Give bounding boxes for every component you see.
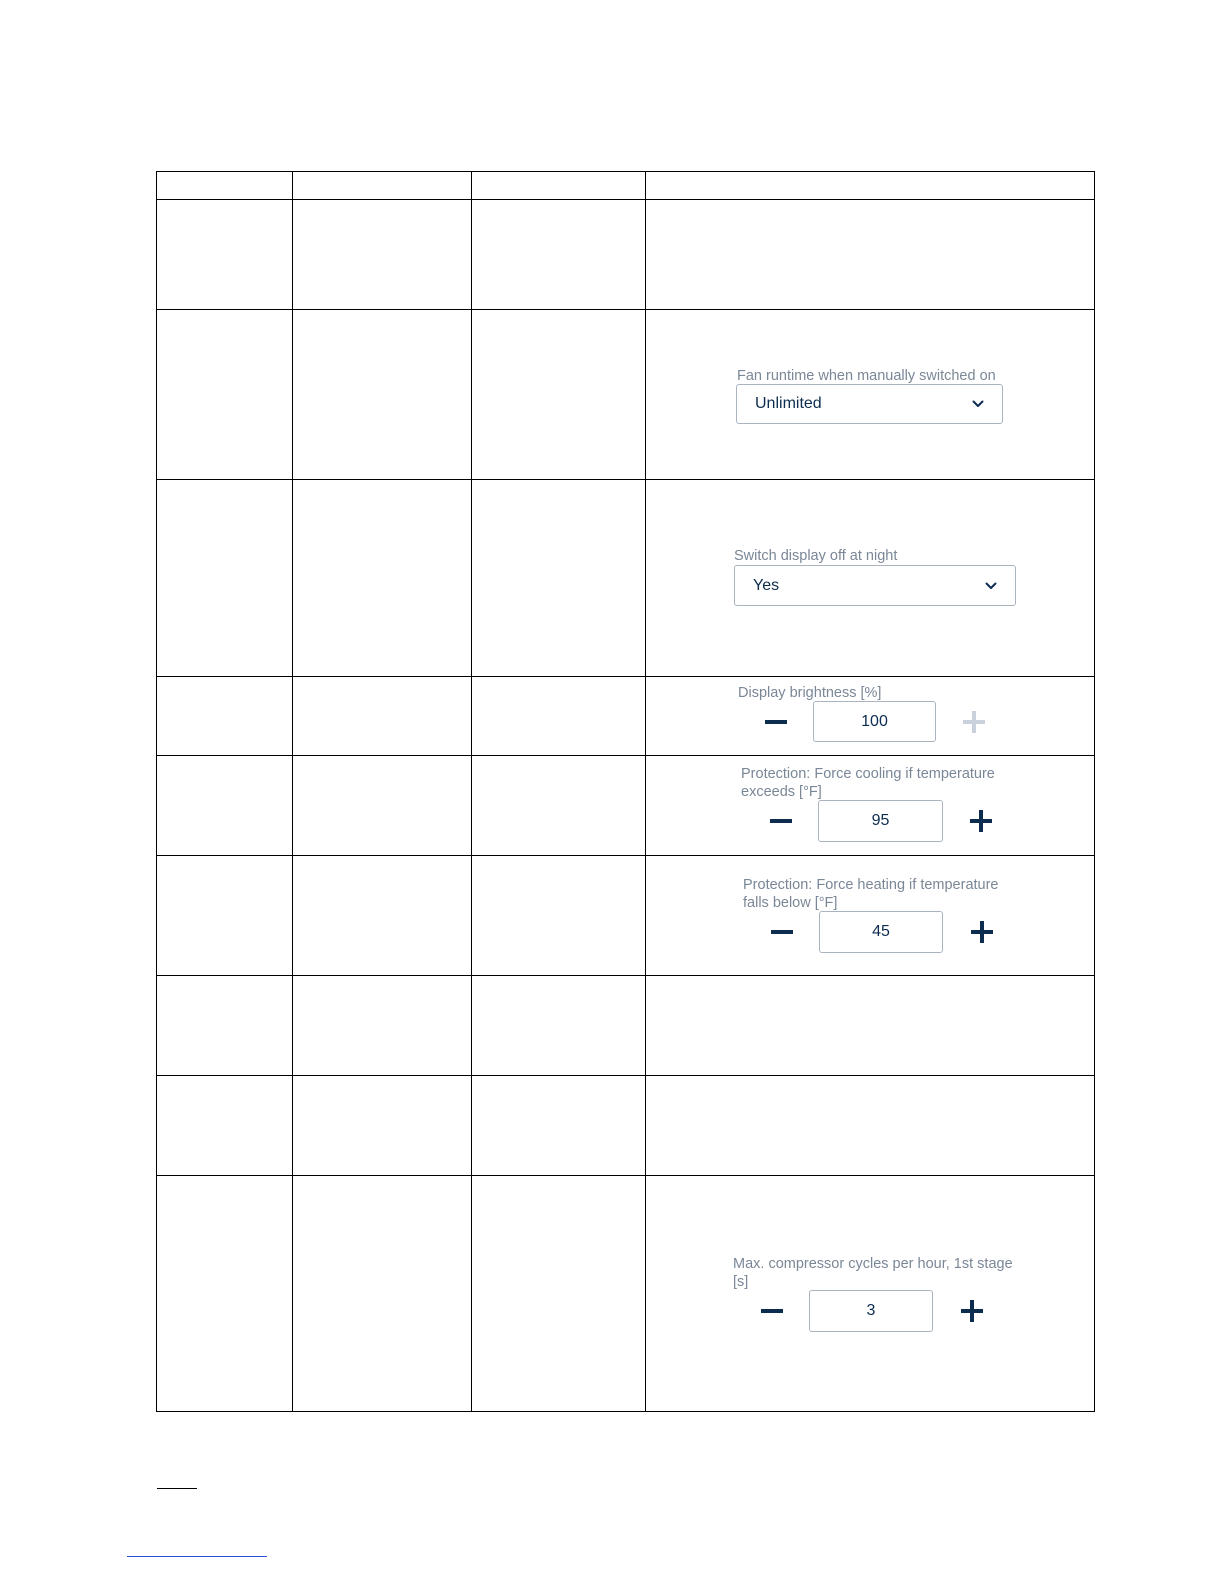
table-row-divider bbox=[157, 676, 1094, 677]
compressor-cycles-input[interactable] bbox=[809, 1290, 933, 1332]
compressor-cycles-label-line2: [s] bbox=[733, 1274, 749, 1290]
chevron-down-icon bbox=[985, 582, 997, 590]
fan-runtime-select[interactable] bbox=[736, 384, 1003, 424]
brightness-increment-button[interactable] bbox=[963, 711, 985, 733]
table-column-divider bbox=[645, 172, 646, 1411]
table-row-divider bbox=[157, 755, 1094, 756]
table-column-divider bbox=[292, 172, 293, 1411]
table-column-divider bbox=[471, 172, 472, 1411]
force-cooling-increment-button[interactable] bbox=[970, 810, 992, 832]
display-night-select[interactable] bbox=[734, 565, 1016, 606]
minus-icon bbox=[770, 810, 792, 832]
force-heating-input[interactable] bbox=[819, 911, 943, 953]
compressor-cycles-label-line1: Max. compressor cycles per hour, 1st stage bbox=[733, 1256, 1013, 1272]
force-heating-value: 45 bbox=[872, 923, 890, 940]
minus-icon bbox=[761, 1300, 783, 1322]
force-heating-label-line1: Protection: Force heating if temperature bbox=[743, 877, 999, 893]
brightness-decrement-button[interactable] bbox=[765, 711, 787, 733]
footnote-separator bbox=[157, 1488, 197, 1489]
chevron-down-icon bbox=[972, 400, 984, 408]
table-row-divider bbox=[157, 975, 1094, 976]
force-cooling-label-line1: Protection: Force cooling if temperature bbox=[741, 766, 995, 782]
force-cooling-value: 95 bbox=[871, 812, 890, 829]
display-night-value: Yes bbox=[753, 576, 780, 594]
table-row-divider bbox=[157, 1175, 1094, 1176]
compressor-cycles-increment-button[interactable] bbox=[961, 1300, 983, 1322]
force-cooling-input[interactable] bbox=[818, 800, 943, 842]
force-heating-decrement-button[interactable] bbox=[771, 921, 793, 943]
table-row-divider bbox=[157, 855, 1094, 856]
brightness-label: Display brightness [%] bbox=[738, 685, 882, 701]
fan-runtime-label: Fan runtime when manually switched on bbox=[737, 368, 996, 384]
plus-icon bbox=[963, 711, 985, 733]
brightness-input[interactable] bbox=[813, 701, 936, 742]
compressor-cycles-decrement-button[interactable] bbox=[761, 1300, 783, 1322]
plus-icon bbox=[971, 921, 993, 943]
minus-icon bbox=[765, 711, 787, 733]
display-night-label: Switch display off at night bbox=[734, 548, 898, 564]
plus-icon bbox=[970, 810, 992, 832]
brightness-value: 100 bbox=[861, 712, 888, 730]
plus-icon bbox=[961, 1300, 983, 1322]
force-heating-label-line2: falls below [°F] bbox=[743, 895, 838, 911]
settings-table bbox=[156, 171, 1095, 1412]
link-underline bbox=[127, 1556, 267, 1557]
fan-runtime-value: Unlimited bbox=[755, 395, 822, 412]
minus-icon bbox=[771, 921, 793, 943]
force-cooling-label-line2: exceeds [°F] bbox=[741, 784, 822, 800]
table-row-divider bbox=[157, 479, 1094, 480]
table-row-divider bbox=[157, 199, 1094, 200]
table-row-divider bbox=[157, 309, 1094, 310]
force-cooling-decrement-button[interactable] bbox=[770, 810, 792, 832]
force-heating-increment-button[interactable] bbox=[971, 921, 993, 943]
table-row-divider bbox=[157, 1075, 1094, 1076]
compressor-cycles-value: 3 bbox=[866, 1302, 876, 1319]
